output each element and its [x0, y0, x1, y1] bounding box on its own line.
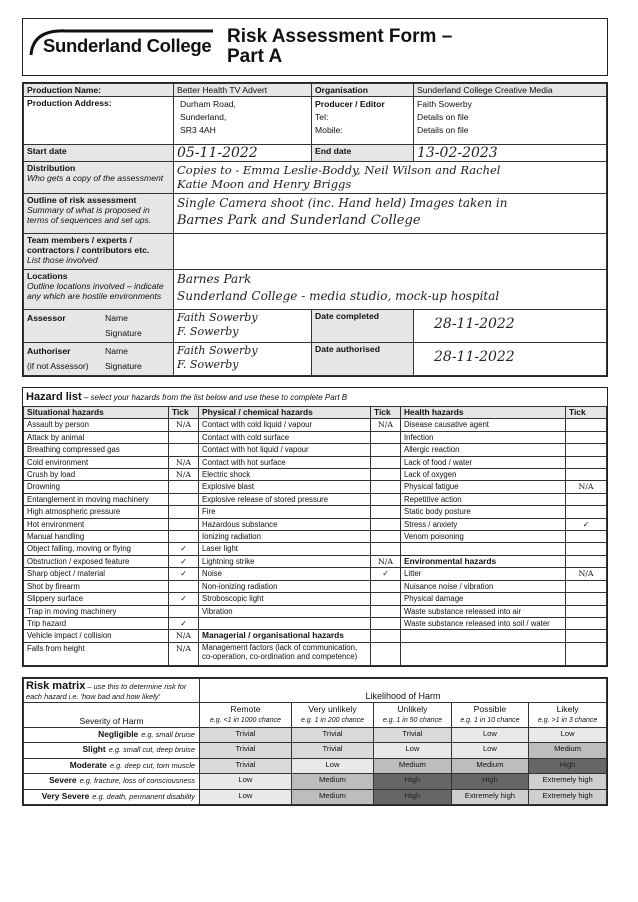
locations-line: Barnes Park: [177, 272, 252, 286]
severity-name: Severe: [49, 775, 77, 786]
severity-example: e.g. small cut, deep bruise: [108, 745, 195, 755]
likelihood-columns: [24, 702, 607, 727]
physical-tick: [371, 518, 401, 530]
health-hazard: Physical damage: [401, 593, 566, 605]
severity-example: e.g. death, permanent disability: [92, 791, 195, 801]
physical-tick: [371, 493, 401, 505]
likelihood-name: Very unlikely: [308, 703, 357, 714]
signature-label: Signature: [105, 361, 142, 371]
hazard-row: [24, 593, 607, 605]
physical-tick: [371, 481, 401, 493]
locations-value: [174, 270, 607, 310]
severity-example: e.g. fracture, loss of consciousness: [79, 776, 195, 786]
likelihood-column: [529, 702, 607, 727]
situational-tick: N/A: [169, 456, 199, 468]
col-tick: Tick: [566, 407, 607, 419]
risk-assessment-form: [22, 18, 608, 806]
risk-level-cell: Low: [451, 743, 529, 759]
producer-value: Faith Sowerby: [417, 99, 472, 109]
physical-tick: [371, 593, 401, 605]
risk-level-cell: Low: [291, 758, 373, 774]
health-tick: N/A: [566, 481, 607, 493]
likelihood-column: [291, 702, 373, 727]
physical-hazard: Non-ionizing radiation: [199, 580, 371, 592]
hazard-row: [24, 444, 607, 456]
situational-hazard: Entanglement in moving machinery: [24, 493, 169, 505]
situational-hazard: Drowning: [24, 481, 169, 493]
health-tick: [566, 630, 607, 642]
health-tick: [566, 469, 607, 481]
hazard-row: [24, 617, 607, 629]
risk-level-cell: Low: [529, 727, 607, 743]
form-title: [227, 27, 452, 67]
hazard-row: [24, 419, 607, 431]
physical-hazard: Lightning strike: [199, 555, 371, 567]
situational-hazard: Shot by firearm: [24, 580, 169, 592]
risk-matrix-row: [24, 727, 607, 743]
likelihood-name: Remote: [230, 703, 261, 714]
college-logo: [27, 25, 215, 61]
health-hazard: [401, 630, 566, 642]
assessor-name: Faith Sowerby: [177, 311, 258, 324]
likelihood-name: Likely: [556, 703, 579, 714]
health-hazard: Static body posture: [401, 506, 566, 518]
outline-value: [174, 194, 607, 234]
severity-example: e.g. small bruise: [141, 729, 195, 739]
risk-level-cell: Low: [200, 774, 292, 790]
physical-tick: ✓: [371, 568, 401, 580]
health-tick: ✓: [566, 518, 607, 530]
locations-line: Sunderland College - media studio, mock-up hospital: [177, 289, 500, 303]
col-tick: Tick: [169, 407, 199, 419]
physical-tick: [371, 531, 401, 543]
situational-tick: [169, 493, 199, 505]
situational-hazard: Slippery surface: [24, 593, 169, 605]
risk-matrix-section: [22, 677, 608, 807]
producer-values: [414, 97, 607, 145]
production-name-value: Better Health TV Advert: [174, 84, 312, 97]
likelihood-label: Likelihood of Harm: [200, 678, 607, 702]
severity-label: [24, 758, 200, 774]
risk-matrix-table: [23, 678, 607, 806]
title-line-1: Risk Assessment Form –: [227, 26, 453, 47]
health-hazard: Environmental hazards: [401, 555, 566, 567]
situational-hazard: Hot environment: [24, 518, 169, 530]
health-hazard: [401, 543, 566, 555]
risk-level-cell: Low: [451, 727, 529, 743]
risk-matrix-title-cell: [24, 678, 200, 702]
situational-tick: N/A: [169, 469, 199, 481]
risk-matrix-row: [24, 774, 607, 790]
physical-hazard: Contact with hot surface: [199, 456, 371, 468]
physical-tick: [371, 456, 401, 468]
severity-label: [24, 774, 200, 790]
distribution-label-cell: [24, 162, 174, 194]
team-sub: List those involved: [27, 255, 98, 265]
authoriser-values: [174, 343, 312, 376]
health-hazard: Waste substance released into soil / water: [401, 617, 566, 629]
risk-level-cell: High: [529, 758, 607, 774]
hazard-list-title: [23, 388, 607, 406]
risk-level-cell: Trivial: [200, 758, 292, 774]
production-address-value: [174, 97, 312, 145]
situational-tick: [169, 531, 199, 543]
situational-tick: ✓: [169, 555, 199, 567]
date-authorised-label: Date authorised: [312, 343, 414, 376]
end-date-value: 13-02-2023: [414, 145, 607, 162]
assessor-label-cell: [24, 310, 174, 343]
form-header: [22, 18, 608, 76]
likelihood-example: e.g. 1 in 50 chance: [382, 716, 442, 724]
distribution-line: Copies to - Emma Leslie-Boddy, Neil Wilson and Rachel: [177, 163, 501, 177]
distribution-sub: Who gets a copy of the assessment: [27, 173, 164, 183]
health-tick: [566, 431, 607, 443]
situational-hazard: High atmospheric pressure: [24, 506, 169, 518]
likelihood-column: [200, 702, 292, 727]
situational-hazard: Object falling, moving or flying: [24, 543, 169, 555]
risk-level-cell: Medium: [374, 758, 452, 774]
mobile-label: Mobile:: [315, 125, 343, 135]
physical-tick: [371, 630, 401, 642]
risk-matrix-title: Risk matrix: [26, 679, 86, 692]
situational-hazard: Assault by person: [24, 419, 169, 431]
physical-hazard: Managerial / organisational hazards: [199, 630, 371, 642]
health-tick: [566, 444, 607, 456]
producer-block: [312, 97, 414, 145]
hazard-row: [24, 568, 607, 580]
health-tick: [566, 617, 607, 629]
health-tick: [566, 456, 607, 468]
date-authorised-value: 28-11-2022: [414, 343, 607, 376]
situational-hazard: Crush by load: [24, 469, 169, 481]
col-tick: Tick: [371, 407, 401, 419]
health-hazard: Lack of oxygen: [401, 469, 566, 481]
hazard-row: [24, 518, 607, 530]
team-label: Team members / experts / contractors / contributors etc.: [27, 235, 150, 255]
likelihood-example: e.g. >1 in 3 chance: [537, 716, 598, 724]
risk-level-cell: Medium: [451, 758, 529, 774]
physical-tick: [371, 617, 401, 629]
production-address-label: Production Address:: [24, 97, 174, 145]
severity-name: Slight: [82, 744, 106, 755]
physical-hazard: Hazardous substance: [199, 518, 371, 530]
likelihood-column: [374, 702, 452, 727]
hazard-list-section: [22, 387, 608, 667]
risk-matrix-row: [24, 789, 607, 805]
date-completed-value: 28-11-2022: [414, 310, 607, 343]
health-hazard: Waste substance released into air: [401, 605, 566, 617]
physical-hazard: Explosive release of stored pressure: [199, 493, 371, 505]
health-hazard: Stress / anxiety: [401, 518, 566, 530]
hazard-row: [24, 481, 607, 493]
severity-name: Very Severe: [41, 790, 90, 801]
assessor-label: Assessor: [27, 313, 66, 323]
risk-level-cell: Trivial: [291, 743, 373, 759]
address-line: Sunderland,: [180, 112, 227, 122]
locations-sub: Outline locations involved – indicate any which are hostile environments: [27, 281, 164, 301]
situational-hazard: Trap in moving machinery: [24, 605, 169, 617]
health-hazard: Venom poisoning: [401, 531, 566, 543]
hazard-row: [24, 543, 607, 555]
risk-level-cell: Trivial: [200, 743, 292, 759]
physical-hazard: Ionizing radiation: [199, 531, 371, 543]
severity-label: [24, 789, 200, 805]
locations-label: Locations: [27, 271, 68, 281]
name-label: Name: [105, 346, 128, 356]
start-date-label: Start date: [24, 145, 174, 162]
hazard-row: [24, 456, 607, 468]
risk-level-cell: Medium: [291, 774, 373, 790]
tel-value: Details on file: [417, 112, 469, 122]
severity-label: [24, 727, 200, 743]
distribution-line: Katie Moon and Henry Briggs: [177, 177, 352, 191]
assessor-signature: F. Sowerby: [177, 325, 239, 338]
team-label-cell: [24, 234, 174, 270]
health-tick: N/A: [566, 568, 607, 580]
health-tick: [566, 506, 607, 518]
production-name-label: Production Name:: [24, 84, 174, 97]
likelihood-example: e.g. 1 in 200 chance: [300, 716, 365, 724]
health-tick: [566, 642, 607, 665]
risk-matrix-row: [24, 758, 607, 774]
risk-level-cell: Medium: [291, 789, 373, 805]
severity-name: Moderate: [69, 759, 107, 770]
mobile-value: Details on file: [417, 125, 469, 135]
physical-tick: N/A: [371, 419, 401, 431]
assessor-values: [174, 310, 312, 343]
situational-tick: [169, 605, 199, 617]
situational-tick: N/A: [169, 419, 199, 431]
situational-hazard: Breathing compressed gas: [24, 444, 169, 456]
organisation-value: Sunderland College Creative Media: [414, 84, 607, 97]
authoriser-label-cell: [24, 343, 174, 376]
risk-level-cell: Low: [200, 789, 292, 805]
likelihood-column: [451, 702, 529, 727]
physical-tick: N/A: [371, 555, 401, 567]
team-value: [174, 234, 607, 270]
address-line: SR3 4AH: [180, 125, 216, 135]
health-tick: [566, 580, 607, 592]
situational-hazard: Trip hazard: [24, 617, 169, 629]
tel-label: Tel:: [315, 112, 329, 122]
likelihood-example: e.g. <1 in 1000 chance: [209, 716, 281, 724]
risk-level-cell: High: [374, 789, 452, 805]
physical-hazard: Fire: [199, 506, 371, 518]
name-label: Name: [105, 313, 128, 323]
end-date-label: End date: [312, 145, 414, 162]
organisation-label: Organisation: [312, 84, 414, 97]
situational-hazard: Falls from height: [24, 642, 169, 665]
severity-label: [24, 743, 200, 759]
physical-tick: [371, 642, 401, 665]
risk-level-cell: Extremely high: [529, 774, 607, 790]
title-line-2: Part A: [227, 46, 283, 67]
hazard-row: [24, 531, 607, 543]
hazard-row: [24, 506, 607, 518]
col-situational: Situational hazards: [24, 407, 169, 419]
locations-label-cell: [24, 270, 174, 310]
physical-hazard: Laser light: [199, 543, 371, 555]
risk-level-cell: Trivial: [291, 727, 373, 743]
physical-tick: [371, 444, 401, 456]
start-date-value: 05-11-2022: [174, 145, 312, 162]
likelihood-name: Unlikely: [397, 703, 428, 714]
severity-name: Negligible: [98, 728, 139, 739]
situational-tick: [169, 580, 199, 592]
physical-hazard: Electric shock: [199, 469, 371, 481]
risk-level-cell: Trivial: [200, 727, 292, 743]
hazard-list-heading: Hazard list: [26, 391, 82, 403]
hazard-row: [24, 630, 607, 642]
distribution-value: [174, 162, 607, 194]
health-hazard: Lack of food / water: [401, 456, 566, 468]
health-hazard: Litter: [401, 568, 566, 580]
hazard-row: [24, 555, 607, 567]
situational-hazard: Attack by animal: [24, 431, 169, 443]
physical-tick: [371, 605, 401, 617]
signature-label: Signature: [105, 328, 142, 338]
details-section: [22, 82, 608, 377]
physical-hazard: Contact with cold surface: [199, 431, 371, 443]
situational-tick: [169, 431, 199, 443]
risk-matrix-subtitle: – use this to determine risk for each hazard i.e. 'how bad and how likely': [26, 681, 187, 701]
situational-tick: [169, 518, 199, 530]
hazard-row: [24, 493, 607, 505]
date-completed-label: Date completed: [312, 310, 414, 343]
health-tick: [566, 531, 607, 543]
physical-hazard: [199, 617, 371, 629]
health-hazard: Allergic reaction: [401, 444, 566, 456]
outline-line: Barnes Park and Sunderland College: [177, 213, 421, 228]
hazard-list-subtitle: – select your hazards from the list below and use these to complete Part B: [81, 393, 348, 402]
physical-hazard: Contact with hot liquid / vapour: [199, 444, 371, 456]
situational-tick: [169, 481, 199, 493]
outline-label-cell: [24, 194, 174, 234]
situational-hazard: Vehicle impact / collision: [24, 630, 169, 642]
situational-tick: ✓: [169, 568, 199, 580]
situational-tick: ✓: [169, 543, 199, 555]
risk-level-cell: Trivial: [374, 727, 452, 743]
hazard-table: [23, 406, 607, 666]
authoriser-sub: (if not Assessor): [27, 361, 89, 371]
situational-hazard: Manual handling: [24, 531, 169, 543]
col-physical: Physical / chemical hazards: [199, 407, 371, 419]
situational-tick: ✓: [169, 617, 199, 629]
health-tick: [566, 593, 607, 605]
physical-hazard: Vibration: [199, 605, 371, 617]
hazard-row: [24, 642, 607, 665]
address-line: Durham Road,: [180, 99, 236, 109]
health-hazard: [401, 642, 566, 665]
physical-hazard: Noise: [199, 568, 371, 580]
health-tick: [566, 543, 607, 555]
physical-tick: [371, 506, 401, 518]
severity-example: e.g. deep cut, torn muscle: [109, 760, 195, 770]
physical-tick: [371, 469, 401, 481]
health-hazard: Infection: [401, 431, 566, 443]
outline-label: Outline of risk assessment: [27, 195, 137, 205]
physical-hazard: Contact with cold liquid / vapour: [199, 419, 371, 431]
hazard-row: [24, 580, 607, 592]
severity-of-harm-label: Severity of Harm: [24, 702, 200, 727]
distribution-label: Distribution: [27, 163, 76, 173]
producer-label: Producer / Editor: [315, 99, 385, 109]
hazard-row: [24, 431, 607, 443]
authoriser-signature: F. Sowerby: [177, 358, 239, 371]
risk-matrix-rows: [24, 727, 607, 805]
col-health: Health hazards: [401, 407, 566, 419]
situational-tick: [169, 444, 199, 456]
physical-hazard: Stroboscopic light: [199, 593, 371, 605]
outline-sub: Summary of what is proposed in terms of sequences and set ups.: [27, 205, 152, 225]
hazard-row: [24, 469, 607, 481]
logo-text: Sunderland College: [43, 35, 212, 56]
health-hazard: Disease causative agent: [401, 419, 566, 431]
hazard-row: [24, 605, 607, 617]
situational-tick: ✓: [169, 593, 199, 605]
situational-tick: N/A: [169, 630, 199, 642]
hazard-rows: [24, 419, 607, 665]
risk-level-cell: Medium: [529, 743, 607, 759]
physical-tick: [371, 580, 401, 592]
risk-level-cell: High: [374, 774, 452, 790]
risk-level-cell: Low: [374, 743, 452, 759]
physical-hazard: Explosive blast: [199, 481, 371, 493]
risk-level-cell: High: [451, 774, 529, 790]
physical-tick: [371, 543, 401, 555]
situational-hazard: Obstruction / exposed feature: [24, 555, 169, 567]
health-hazard: Nuisance noise / vibration: [401, 580, 566, 592]
health-tick: [566, 555, 607, 567]
health-tick: [566, 419, 607, 431]
situational-hazard: Cold environment: [24, 456, 169, 468]
health-tick: [566, 493, 607, 505]
health-hazard: Repetitive action: [401, 493, 566, 505]
health-tick: [566, 605, 607, 617]
physical-hazard: Management factors (lack of communication, co-operation, co-ordination and competence): [199, 642, 371, 665]
risk-level-cell: Extremely high: [529, 789, 607, 805]
situational-tick: N/A: [169, 642, 199, 665]
outline-line: Single Camera shoot (inc. Hand held) Images taken in: [177, 196, 508, 210]
likelihood-example: e.g. 1 in 10 chance: [460, 716, 520, 724]
situational-hazard: Sharp object / material: [24, 568, 169, 580]
health-hazard: Physical fatigue: [401, 481, 566, 493]
authoriser-name: Faith Sowerby: [177, 344, 258, 357]
risk-level-cell: Extremely high: [451, 789, 529, 805]
authoriser-label: Authoriser: [27, 346, 71, 356]
situational-tick: [169, 506, 199, 518]
likelihood-name: Possible: [473, 703, 507, 714]
physical-tick: [371, 431, 401, 443]
risk-matrix-row: [24, 743, 607, 759]
